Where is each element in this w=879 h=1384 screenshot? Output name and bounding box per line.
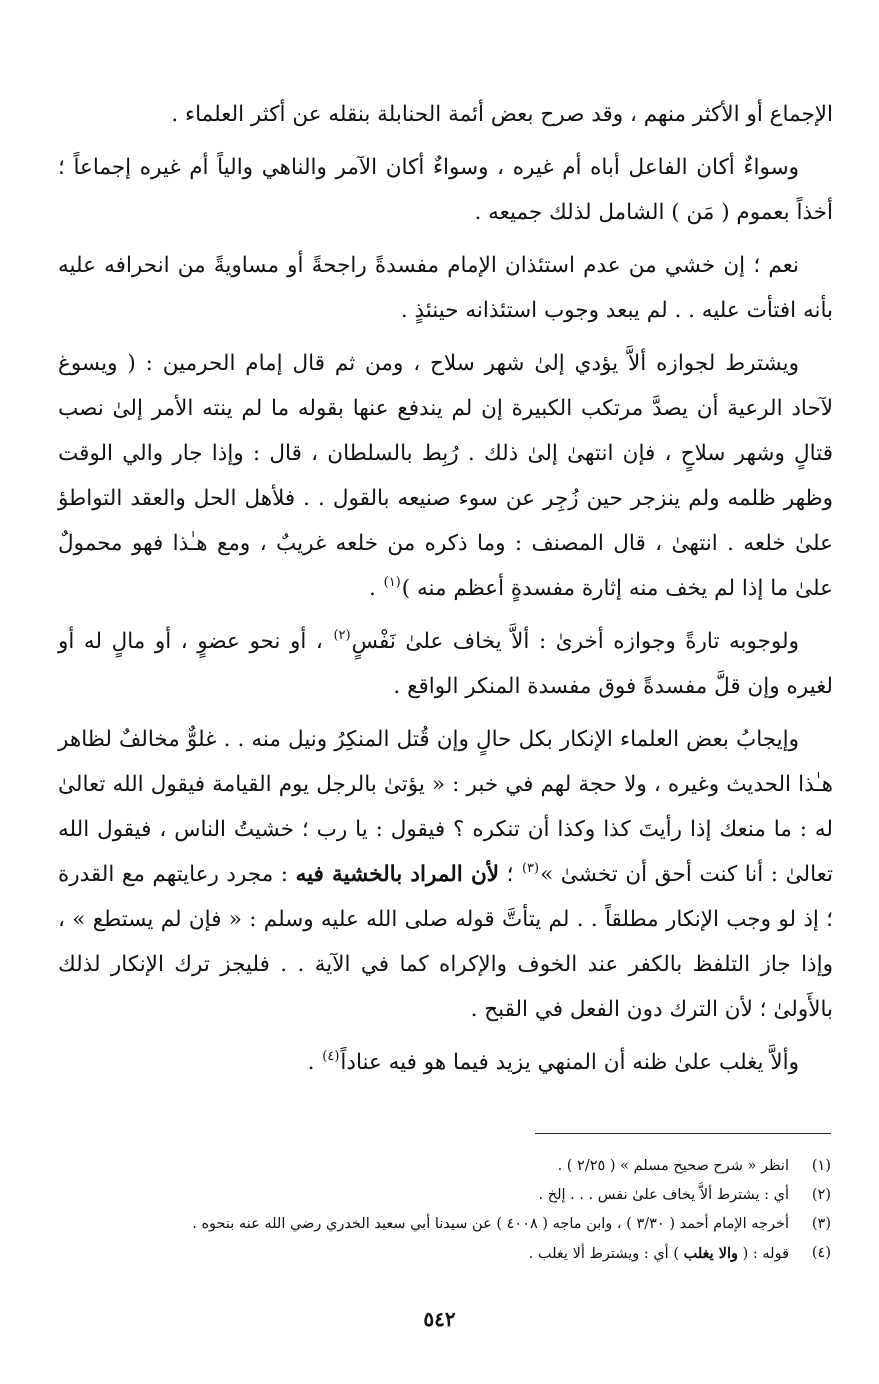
footnote-reference[interactable]: (١) [383, 575, 401, 590]
paragraph-5 [58, 619, 833, 709]
footnote-text [529, 1239, 789, 1269]
footnote-reference[interactable]: (٣) [521, 861, 540, 876]
footnote-number: (٢) [811, 1187, 831, 1203]
paragraph-text: وإيجابُ بعض العلماء الإنكار بكل حالٍ وإن قُتل المنكِرُ ونيل منه . . غلوٌّ مخالفٌ لظاهر هـٰذا الحديث وغيره ، ولا حجة لهم في خبر : « يؤتىٰ بالرجل يوم القيامة فيقول الله تعالىٰ له : ما منعك إذا رأيتَ كذا وكذا أن تنكره ؟ فيقول : يا رب ؛ خشيتُ الناس ، فيقول الله تعالىٰ : أنا كنت أحق أن تخشىٰ » [58, 727, 833, 887]
paragraph-text: ولوجوبه تارةً وجوازه أخرىٰ : ألاَّ يخاف علىٰ نَفْسٍ [351, 629, 799, 654]
paragraph-3 [58, 243, 833, 333]
footnotes [60, 1152, 831, 1269]
paragraph-text-end: . [368, 576, 383, 601]
footnote-text-start: قوله : ( [738, 1246, 789, 1262]
paragraph-1 [58, 92, 833, 137]
paragraph-4 [58, 341, 833, 611]
paragraph-text: وألاَّ يغلب علىٰ ظنه أن المنهي يزيد فيما هو فيه عناداً [340, 1050, 799, 1075]
footnote-2 [60, 1181, 831, 1210]
footnote-bold-phrase: والا يغلب [683, 1245, 739, 1262]
bold-phrase: لأن المراد بالخشية فيه [295, 862, 500, 887]
footnote-number: (٤) [811, 1245, 831, 1261]
footnote-divider [535, 1133, 831, 1134]
main-text [58, 92, 833, 1085]
footnote-1 [60, 1152, 831, 1181]
footnote-4 [60, 1239, 831, 1269]
footnote-text: أي : يشترط ألاَّ يخاف علىٰ نفس . . . إلخ . [538, 1187, 789, 1203]
footnote-reference[interactable]: (٤) [322, 1049, 340, 1064]
paragraph-text-end: ، أو نحو عضوٍ ، أو مالٍ له أو لغيره وإن قلَّ مفسدةً فوق مفسدة المنكر الواقع . [58, 629, 833, 699]
paragraph-text: الإجماع أو الأكثر منهم ، وقد صرح بعض أئمة الحنابلة بنقله عن أكثر العلماء . [171, 102, 833, 127]
paragraph-text: نعم ؛ إن خشي من عدم استئذان الإمام مفسدةً راجحةً أو مساويةً من انحرافه عليه بأنه افتأت عليه . . لم يبعد وجوب استئذانه حينئذٍ . [58, 253, 833, 323]
paragraph-6 [58, 717, 833, 1032]
paragraph-2 [58, 145, 833, 235]
footnote-reference[interactable]: (٢) [333, 628, 351, 643]
footnote-number: (٣) [811, 1216, 831, 1232]
page-number: ٥٤٢ [423, 1307, 456, 1331]
footnote-number: (١) [811, 1158, 831, 1174]
paragraph-text-end: . [307, 1050, 322, 1075]
footnote-3 [60, 1210, 831, 1239]
paragraph-7 [58, 1040, 833, 1085]
footnote-text: أخرجه الإمام أحمد ( ٣/٣٠ ) ، وابن ماجه ( ٤٠٠٨ ) عن سيدنا أبي سعيد الخدري رضي الله عنه بنحوه . [192, 1216, 789, 1232]
paragraph-text-mid: ؛ [499, 862, 521, 887]
paragraph-text: وسواءٌ أكان الفاعل أباه أم غيره ، وسواءٌ أكان الآمر والناهي والياً أم غيره إجماعاً ؛ أخذاً بعموم ( مَن ) الشامل لذلك جميعه . [58, 155, 833, 225]
paragraph-text-end: : مجرد رعايتهم مع القدرة ؛ إذ لو وجب الإنكار مطلقاً . . لم يتأتَّ قوله صلى الله عليه وسلم : « فإن لم يستطع » ، وإذا جاز التلفظ بالكفر عند الخوف والإكراه كما في الآية . . فليجز ترك الإنكار لذلك بالأَولىٰ ؛ لأن الترك دون الفعل في القبح . [58, 862, 833, 1022]
footnote-text-end: ) أي : ويشترط ألا يغلب . [528, 1246, 684, 1262]
paragraph-text: ويشترط لجوازه ألاَّ يؤدي إلىٰ شهر سلاح ، ومن ثم قال إمام الحرمين : ( ويسوغ لآحاد الرعية أن يصدَّ مرتكب الكبيرة إن لم يندفع عنها بقوله ما لم ينته الأمر إلىٰ نصب قتالٍ وشهر سلاحٍ ، فإن انتهىٰ إلىٰ ذلك . رُبِط بالسلطان ، قال : وإذا جار والي الوقت وظهر ظلمه ولم ينزجر حين زُجِر عن سوء صنيعه بالقول . . فلأهل الحل والعقد التواطؤ علىٰ خلعه . انتهىٰ ، قال المصنف : وما ذكره من خلعه غريبٌ ، ومع هـٰذا فهو محمولٌ علىٰ ما إذا لم يخف منه إثارة مفسدةٍ أعظم منه ) [58, 351, 833, 601]
footnote-text: انظر « شرح صحيح مسلم » ( ٢/٢٥ ) . [557, 1158, 789, 1174]
